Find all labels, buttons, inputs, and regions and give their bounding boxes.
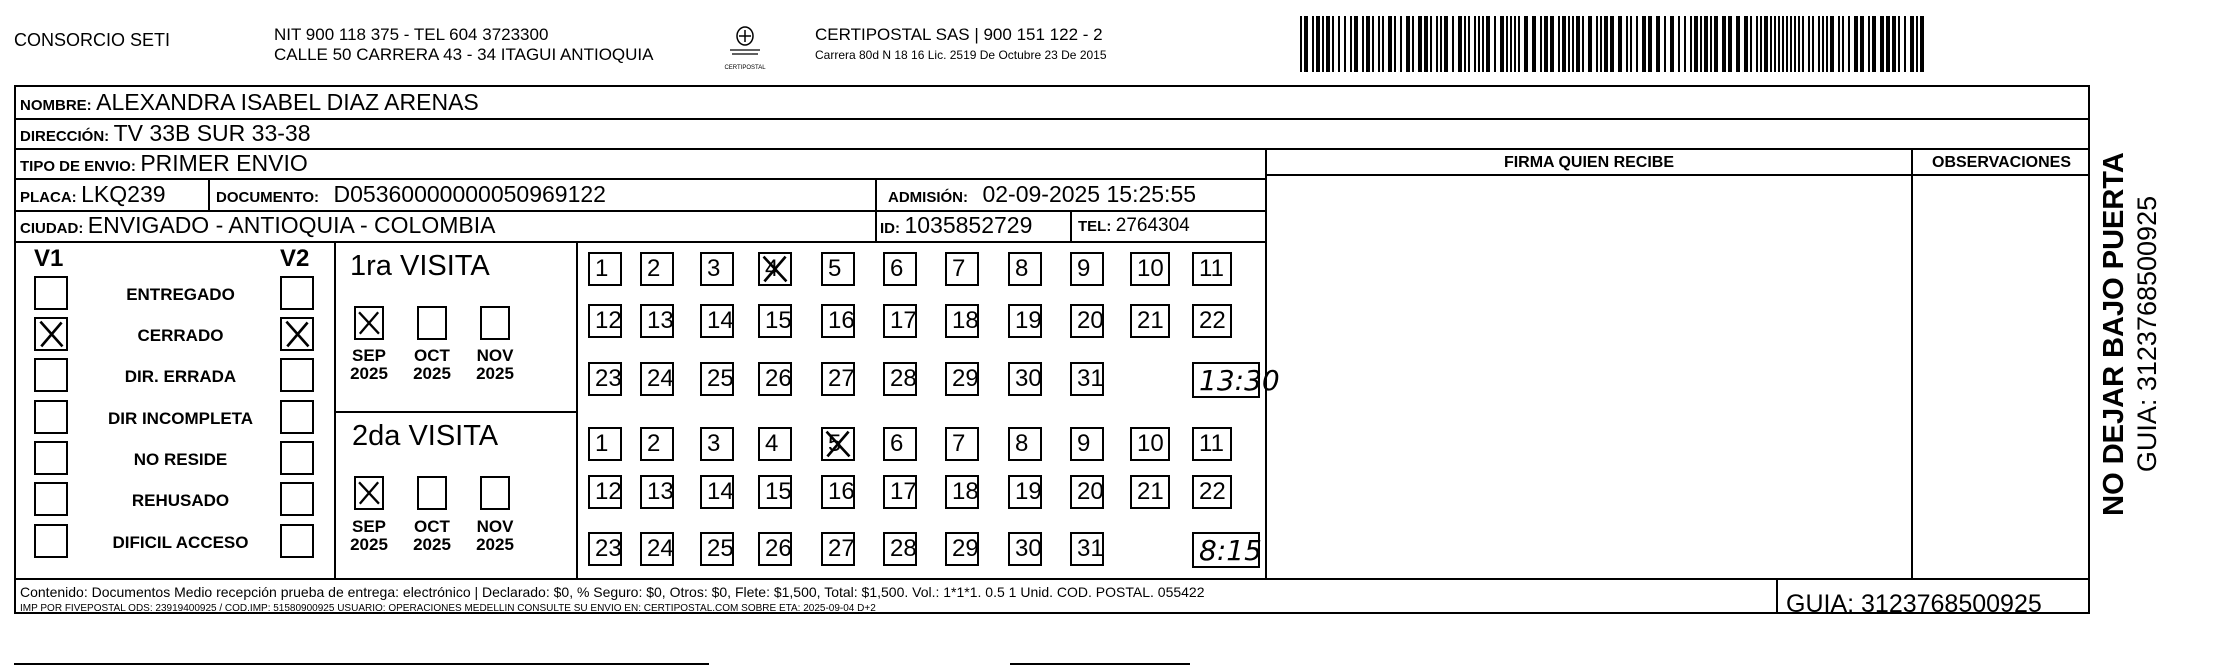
logo-caption: CERTIPOSTAL	[724, 65, 766, 71]
ciudad-label: CIUDAD:	[20, 220, 84, 237]
day-number: 9	[1077, 430, 1091, 457]
check-x-icon	[356, 308, 382, 338]
day-box[interactable]	[588, 427, 622, 461]
check-x-icon	[823, 429, 853, 459]
observations-column-header: OBSERVACIONES	[1932, 154, 2071, 171]
day-box[interactable]	[1008, 252, 1042, 286]
day-box[interactable]	[945, 475, 979, 509]
day-number: 7	[952, 255, 966, 282]
day-number: 8	[1015, 430, 1029, 457]
side-warning: NO DEJAR BAJO PUERTA	[2098, 152, 2130, 516]
side-panel	[2098, 108, 2168, 560]
v2-checkbox-cerrado[interactable]	[280, 317, 314, 351]
month-checkbox-nov[interactable]	[480, 476, 510, 510]
v1-checkbox-dir-incompleta[interactable]	[34, 400, 68, 434]
day-number: 22	[1199, 307, 1226, 334]
day-box[interactable]	[883, 304, 917, 338]
day-number: 7	[952, 430, 966, 457]
day-box[interactable]	[1130, 252, 1170, 286]
day-number: 26	[765, 365, 792, 392]
day-box[interactable]	[700, 304, 734, 338]
status-label: DIR. ERRADA	[124, 367, 237, 386]
day-number: 31	[1077, 535, 1104, 562]
day-box[interactable]	[1070, 252, 1104, 286]
day-box[interactable]	[588, 532, 622, 566]
v2-checkbox-no-reside[interactable]	[280, 441, 314, 475]
month-checkbox-oct[interactable]	[417, 476, 447, 510]
day-box[interactable]	[1192, 252, 1232, 286]
visit-time-box[interactable]	[1192, 532, 1260, 568]
day-box[interactable]	[700, 427, 734, 461]
check-x-icon	[282, 319, 312, 349]
day-box[interactable]	[588, 362, 622, 396]
day-number: 29	[952, 365, 979, 392]
check-x-icon	[36, 319, 66, 349]
day-box[interactable]	[945, 304, 979, 338]
visit-time: 8:15	[1199, 534, 1262, 567]
side-guide-number: GUIA: 3123768500925	[2132, 195, 2162, 473]
status-label: CERRADO	[137, 326, 224, 345]
month-name: OCT	[414, 346, 450, 365]
tel-label: TEL:	[1078, 218, 1112, 235]
visit-time-box[interactable]	[1192, 362, 1280, 398]
day-number: 30	[1015, 535, 1042, 562]
day-number: 26	[765, 535, 792, 562]
shipment-type-row	[20, 152, 308, 175]
day-number: 28	[890, 535, 917, 562]
day-number: 28	[890, 365, 917, 392]
certipostal-logo	[722, 24, 768, 70]
check-x-icon	[760, 254, 790, 284]
v2-checkbox-dir-incompleta[interactable]	[280, 400, 314, 434]
day-box[interactable]	[1070, 427, 1104, 461]
day-number: 12	[595, 307, 622, 334]
day-box[interactable]	[821, 475, 855, 509]
visit-time: 13:30	[1199, 364, 1280, 397]
check-x-icon	[356, 478, 382, 508]
v1-checkbox-entregado[interactable]	[34, 276, 68, 310]
day-number: 12	[595, 478, 622, 505]
day-number: 16	[828, 478, 855, 505]
day-box[interactable]	[700, 252, 734, 286]
month-name: NOV	[476, 517, 514, 536]
city-row	[20, 214, 495, 237]
day-number: 19	[1015, 307, 1042, 334]
day-box[interactable]	[945, 252, 979, 286]
day-box[interactable]	[758, 304, 792, 338]
day-box[interactable]	[758, 427, 792, 461]
day-box[interactable]	[883, 252, 917, 286]
id-row	[880, 214, 1032, 237]
day-box[interactable]	[640, 362, 674, 396]
month-year: 2025	[476, 534, 514, 554]
day-number: 10	[1137, 430, 1164, 457]
recipient-address: TV 33B SUR 33-38	[113, 120, 311, 146]
day-number: 13	[647, 478, 674, 505]
day-number: 23	[595, 535, 622, 562]
day-number: 4	[765, 430, 779, 457]
observations-area[interactable]	[1915, 176, 2088, 576]
v2-header: V2	[280, 245, 310, 272]
day-box[interactable]	[1070, 532, 1104, 566]
sender-name: CONSORCIO SETI	[14, 30, 171, 50]
day-number: 3	[707, 430, 721, 457]
day-number: 1	[595, 255, 609, 282]
day-box[interactable]	[758, 475, 792, 509]
id-value: 1035852729	[904, 212, 1033, 238]
day-box[interactable]	[588, 475, 622, 509]
day-number: 24	[647, 365, 674, 392]
document-number: D05360000000050969122	[333, 181, 606, 207]
day-box[interactable]	[1192, 427, 1232, 461]
day-number: 6	[890, 430, 904, 457]
second-visit-title: 2da VISITA	[352, 420, 499, 452]
day-number: 10	[1137, 255, 1164, 282]
month-name: NOV	[476, 346, 514, 365]
day-box[interactable]	[588, 304, 622, 338]
month-year: 2025	[350, 363, 388, 383]
day-number: 21	[1137, 307, 1164, 334]
day-number: 16	[828, 307, 855, 334]
day-number: 27	[828, 365, 855, 392]
day-box[interactable]	[883, 532, 917, 566]
plate-value: LKQ239	[81, 181, 166, 207]
day-box[interactable]	[821, 532, 855, 566]
status-label: DIFICIL ACCESO	[112, 533, 249, 552]
v1-header: V1	[34, 245, 64, 272]
month-label	[346, 347, 392, 383]
tipo-envio-label: TIPO DE ENVIO:	[20, 158, 136, 175]
day-box[interactable]	[1130, 427, 1170, 461]
footer-guide-number: GUIA: 3123768500925	[1786, 590, 2042, 618]
day-number: 18	[952, 478, 979, 505]
day-box[interactable]	[640, 304, 674, 338]
day-box[interactable]	[758, 252, 792, 286]
day-number: 5	[828, 255, 842, 282]
day-box[interactable]	[700, 532, 734, 566]
admission-date: 02-09-2025 15:25:55	[982, 181, 1197, 207]
month-name: SEP	[351, 517, 387, 536]
recipient-name-row	[20, 91, 479, 114]
v1-checkbox-dificil-acceso[interactable]	[34, 524, 68, 558]
day-number: 14	[707, 478, 734, 505]
day-number: 19	[1015, 478, 1042, 505]
city-value: ENVIGADO - ANTIOQUIA - COLOMBIA	[87, 212, 496, 238]
day-number: 20	[1077, 478, 1104, 505]
day-box[interactable]	[640, 475, 674, 509]
day-box[interactable]	[1130, 304, 1170, 338]
day-number: 22	[1199, 478, 1226, 505]
day-number: 5	[828, 430, 842, 457]
day-box[interactable]	[1008, 427, 1042, 461]
v1-checkbox-no-reside[interactable]	[34, 441, 68, 475]
day-box[interactable]	[1008, 362, 1042, 396]
day-number: 15	[765, 307, 792, 334]
day-box[interactable]	[883, 427, 917, 461]
day-box[interactable]	[1070, 475, 1104, 509]
month-name: OCT	[414, 517, 450, 536]
contents-summary: Contenido: Documentos Medio recepción prueba de entrega: electrónico | Declarado: $0, % Seguro: $0, Otros: $0, Flete: $1,500, Total: $1,500. Vol.: 1*1*1. 0.5 1 Unid. COD. POSTAL. 055422	[20, 584, 1205, 600]
day-box[interactable]	[758, 532, 792, 566]
day-box[interactable]	[883, 475, 917, 509]
day-box[interactable]	[588, 252, 622, 286]
day-box[interactable]	[821, 427, 855, 461]
v2-checkbox-rehusado[interactable]	[280, 482, 314, 516]
day-number: 25	[707, 535, 734, 562]
shipment-type: PRIMER ENVIO	[140, 150, 308, 176]
courier-name: CERTIPOSTAL SAS | 900 151 122 - 2	[815, 25, 1103, 44]
v2-checkbox-dir-errada[interactable]	[280, 358, 314, 392]
sender-address: CALLE 50 CARRERA 43 - 34 ITAGUI ANTIOQUIA	[274, 45, 654, 64]
day-number: 17	[890, 478, 917, 505]
barcode	[1300, 16, 1930, 72]
day-box[interactable]	[945, 532, 979, 566]
v2-checkbox-entregado[interactable]	[280, 276, 314, 310]
day-number: 3	[707, 255, 721, 282]
day-box[interactable]	[821, 252, 855, 286]
day-box[interactable]	[1008, 475, 1042, 509]
day-box[interactable]	[640, 427, 674, 461]
signature-area[interactable]	[1269, 176, 1909, 576]
day-box[interactable]	[758, 362, 792, 396]
admision-label: ADMISIÓN:	[888, 189, 968, 206]
day-number: 11	[1199, 430, 1224, 457]
day-number: 23	[595, 365, 622, 392]
day-number: 2	[647, 255, 661, 282]
month-year: 2025	[350, 534, 388, 554]
day-number: 21	[1137, 478, 1164, 505]
day-number: 17	[890, 307, 917, 334]
day-number: 4	[765, 255, 779, 282]
day-number: 18	[952, 307, 979, 334]
day-number: 1	[595, 430, 609, 457]
day-number: 20	[1077, 307, 1104, 334]
month-label	[472, 518, 518, 554]
recipient-name: ALEXANDRA ISABEL DIAZ ARENAS	[96, 89, 479, 115]
day-number: 15	[765, 478, 792, 505]
day-box[interactable]	[700, 362, 734, 396]
month-label	[409, 347, 455, 383]
day-number: 31	[1077, 365, 1104, 392]
print-info: IMP POR FIVEPOSTAL ODS: 23919400925 / COD.IMP: 51580900925 USUARIO: OPERACIONES MEDELLIN CONSULTE SU ENVIO EN: CERTIPOSTAL.COM SOBRE ETA: 2025-09-04 D+2	[20, 603, 876, 614]
day-number: 8	[1015, 255, 1029, 282]
signature-column-header: FIRMA QUIEN RECIBE	[1503, 154, 1675, 171]
day-box[interactable]	[1070, 304, 1104, 338]
plate-row	[20, 183, 166, 206]
nit-line: NIT 900 118 375 - TEL 604 3723300	[274, 25, 549, 44]
id-label: ID:	[880, 220, 900, 237]
document-row	[216, 183, 606, 206]
day-number: 29	[952, 535, 979, 562]
day-number: 25	[707, 365, 734, 392]
day-box[interactable]	[640, 532, 674, 566]
month-label	[346, 518, 392, 554]
v1-checkbox-rehusado[interactable]	[34, 482, 68, 516]
month-checkbox-sep[interactable]	[354, 476, 384, 510]
month-checkbox-sep[interactable]	[354, 306, 384, 340]
nombre-label: NOMBRE:	[20, 97, 92, 114]
day-number: 24	[647, 535, 674, 562]
day-box[interactable]	[821, 362, 855, 396]
day-number: 13	[647, 307, 674, 334]
phone-value: 2764304	[1115, 215, 1190, 236]
day-box[interactable]	[945, 427, 979, 461]
month-checkbox-oct[interactable]	[417, 306, 447, 340]
status-label: REHUSADO	[131, 491, 230, 510]
day-number: 2	[647, 430, 661, 457]
day-box[interactable]	[1008, 532, 1042, 566]
day-number: 27	[828, 535, 855, 562]
day-number: 30	[1015, 365, 1042, 392]
status-label: ENTREGADO	[126, 285, 235, 304]
day-box[interactable]	[1192, 304, 1232, 338]
day-box[interactable]	[1008, 304, 1042, 338]
day-number: 11	[1199, 255, 1224, 282]
v1-checkbox-cerrado[interactable]	[34, 317, 68, 351]
day-box[interactable]	[821, 304, 855, 338]
status-label: DIR INCOMPLETA	[107, 409, 254, 428]
documento-label: DOCUMENTO:	[216, 189, 320, 206]
admission-row	[888, 183, 1196, 206]
month-name: SEP	[351, 346, 387, 365]
month-label	[409, 518, 455, 554]
day-box[interactable]	[1192, 475, 1232, 509]
logo-emblem-icon	[722, 24, 768, 60]
day-number: 9	[1077, 255, 1091, 282]
day-box[interactable]	[1130, 475, 1170, 509]
month-year: 2025	[476, 363, 514, 383]
month-year: 2025	[413, 534, 451, 554]
month-label	[472, 347, 518, 383]
courier-license: Carrera 80d N 18 16 Lic. 2519 De Octubre 23 De 2015	[815, 48, 1107, 62]
direccion-label: DIRECCIÓN:	[20, 128, 110, 145]
v2-checkbox-dificil-acceso[interactable]	[280, 524, 314, 558]
v1-checkbox-dir-errada[interactable]	[34, 358, 68, 392]
address-row	[20, 122, 311, 145]
phone-row	[1078, 216, 1190, 235]
placa-label: PLACA:	[20, 189, 77, 206]
day-number: 14	[707, 307, 734, 334]
month-year: 2025	[413, 363, 451, 383]
day-box[interactable]	[883, 362, 917, 396]
day-box[interactable]	[640, 252, 674, 286]
day-box[interactable]	[1070, 362, 1104, 396]
status-label: NO RESIDE	[133, 450, 228, 469]
day-box[interactable]	[700, 475, 734, 509]
month-checkbox-nov[interactable]	[480, 306, 510, 340]
day-number: 6	[890, 255, 904, 282]
day-box[interactable]	[945, 362, 979, 396]
first-visit-title: 1ra VISITA	[350, 250, 490, 282]
